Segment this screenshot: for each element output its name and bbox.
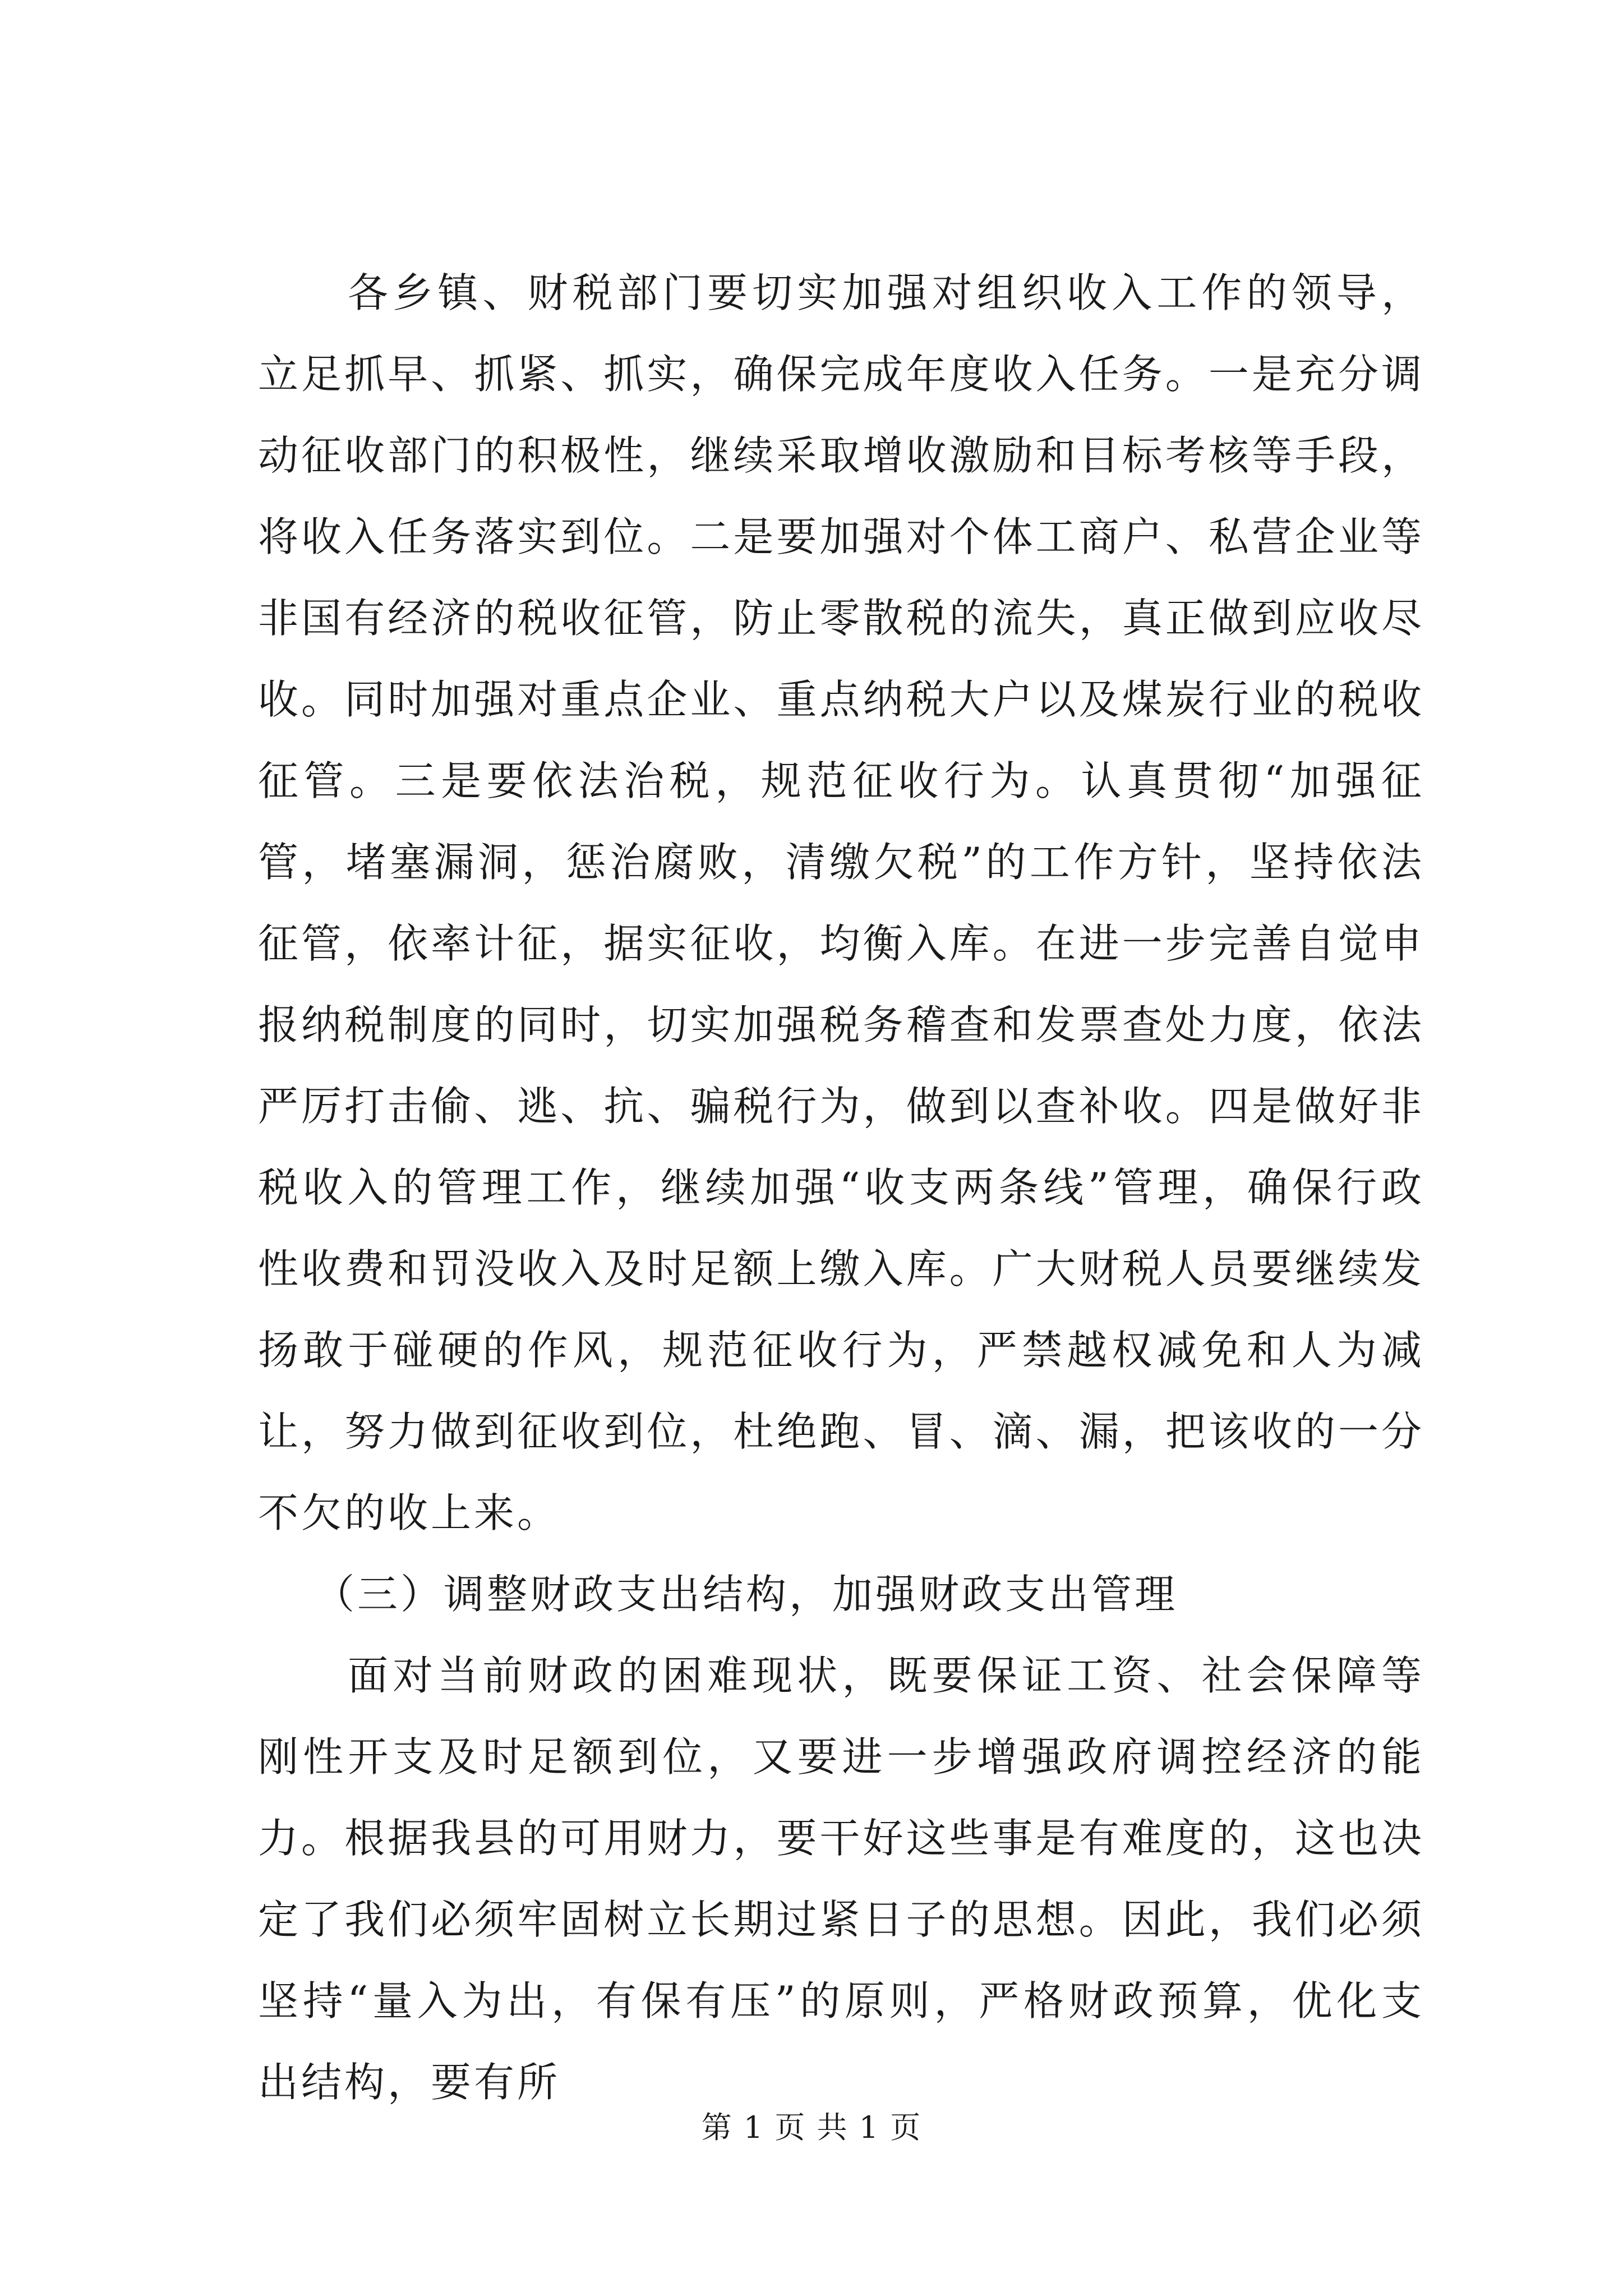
paragraph-expenditure-structure: 面对当前财政的困难现状，既要保证工资、社会保障等刚性开支及时足额到位，又要进一步增强政府调控经济的能力。根据我县的可用财力，要干好这些事是有难度的，这也决定了我们必须牢固树立长期过紧日子的思想。因此，我们必须坚持“量入为出，有保有压”的原则，严格财政预算，优化支出结构，要有所 [258, 1652, 1424, 2106]
document-body [258, 252, 1424, 2123]
paragraph-revenue-collection: 各乡镇、财税部门要切实加强对组织收入工作的领导，立足抓早、抓紧、抓实，确保完成年度收入任务。一是充分调动征收部门的积极性，继续采取增收激励和目标考核等手段，将收入任务落实到位。二是要加强对个体工商户、私营企业等非国有经济的税收征管，防止零散税的流失，真正做到应收尽收。同时加强对重点企业、重点纳税大户以及煤炭行业的税收征管。三是要依法治税，规范征收行为。认真贯彻“加强征管，堵塞漏洞，惩治腐败，清缴欠税”的工作方针，坚持依法征管，依率计征，据实征收，均衡入库。在进一步完善自觉申报纳税制度的同时，切实加强税务稽查和发票查处力度，依法严厉打击偷、逃、抗、骗税行为，做到以查补收。四是做好非税收入的管理工作，继续加强“收支两条线”管理，确保行政性收费和罚没收入及时足额上缴入库。广大财税人员要继续发扬敢于碰硬的作风，规范征收行为，严禁越权减免和人为减让，努力做到征收到位，杜绝跑、冒、滴、漏，把该收的一分不欠的收上来。 [258, 269, 1424, 1536]
page-footer: 第 1 页 共 1 页 [701, 2110, 922, 2145]
section-heading-expenditure: （三）调整财政支出结构，加强财政支出管理 [314, 1571, 1178, 1618]
